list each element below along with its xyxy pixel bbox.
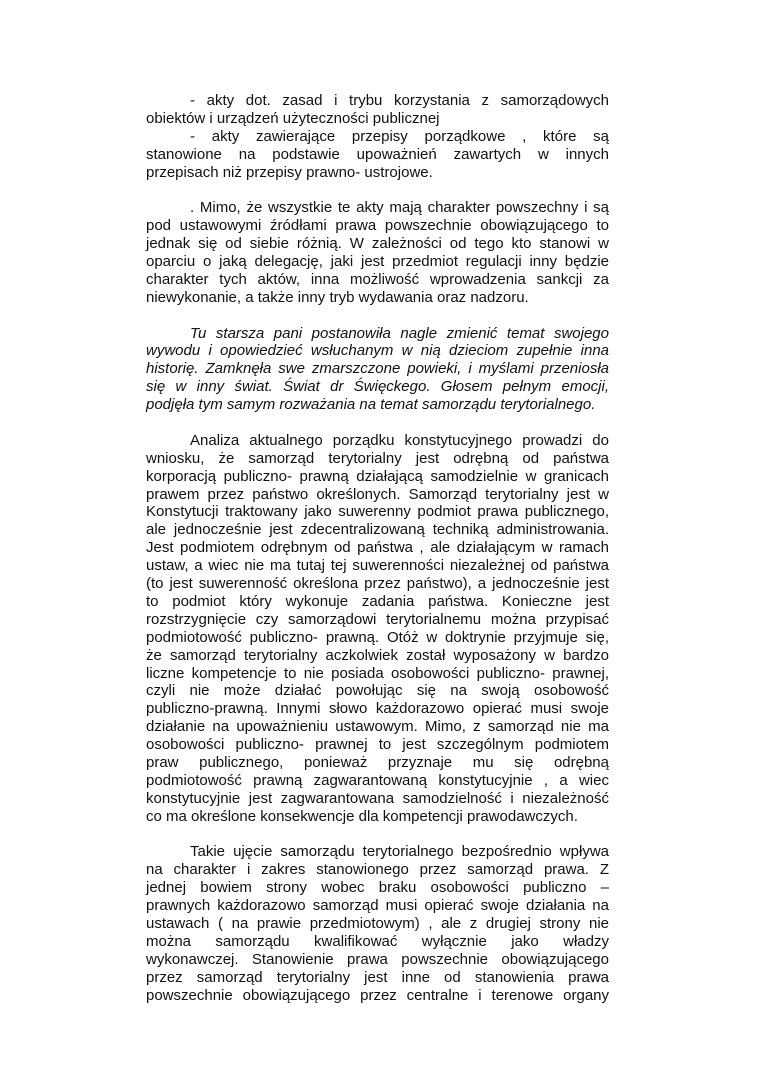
paragraph-list <box>146 92 609 181</box>
text-line: Tu starsza pani postanowiła nagle zmienić temat swojego <box>190 324 609 342</box>
text-line: korporacją publiczno- prawną działającą samodzielnie w granicach <box>146 467 609 485</box>
text-line: charakter tych aktów, inna możliwość wprowadzenia sankcji za <box>146 270 609 288</box>
text-line: ale jednocześnie jest zdecentralizowaną techniką administrowania. <box>146 521 609 539</box>
paragraph-para1 <box>146 199 609 306</box>
text-line: jednej bowiem strony wobec braku osobowości publiczno – <box>146 879 609 897</box>
paragraph-para4 <box>146 843 609 1004</box>
text-line: podmiotowość publiczno- prawną. Otóż w doktrynie przyjmuje się, <box>146 628 609 646</box>
text-line: się w inny świat. Świat dr Święckego. Głosem pełnym emocji, <box>146 378 609 396</box>
text-line: konstytucyjnie jest zagwarantowana samodzielność i niezależność <box>146 789 609 807</box>
text-line: podmiotowość prawną zagwarantowaną konstytucyjnie , a wiec <box>146 771 609 789</box>
text-line: przez samorząd terytorialny jest inne od stanowienia prawa <box>146 968 609 986</box>
text-line: wywodu i opowiedzieć wsłuchanym w nią dzieciom zupełnie inna <box>146 342 609 360</box>
text-line: Takie ujęcie samorządu terytorialnego bezpośrednio wpływa <box>190 843 609 861</box>
text-line: ustaw, a wiec nie ma tutaj tej suwerenności niezależnej od państwa <box>146 557 609 575</box>
paragraph-para2 <box>146 325 609 414</box>
text-line: wykonawczej. Stanowienie prawa powszechnie obowiązującego <box>146 950 609 968</box>
text-line: publiczno-prawną. Innymi słowo każdorazowo opierać musi swoje <box>146 700 609 718</box>
text-line: ustawach ( na prawie przedmiotowym) , ale z drugiej strony nie <box>146 914 609 932</box>
paragraph-gap <box>146 414 609 432</box>
paragraph-gap <box>146 181 609 199</box>
text-line: przepisach niż przepisy prawno- ustrojowe. <box>146 163 433 181</box>
text-line: niewykonanie, a także inny tryb wydawania oraz nadzoru. <box>146 288 529 306</box>
text-line: osobowości publiczno- prawnej to jest szczególnym podmiotem <box>146 736 609 754</box>
text-line: prawem przez państwo określonych. Samorząd terytorialny jest w <box>146 485 609 503</box>
text-line: to podmiot który wykonuje zadania państwa. Konieczne jest <box>146 592 609 610</box>
paragraph-gap <box>146 307 609 325</box>
text-line: że samorząd terytorialny aczkolwiek został wyposażony w bardzo <box>146 646 609 664</box>
text-line: - akty dot. zasad i trybu korzystania z samorządowych <box>190 92 609 109</box>
text-line: oparciu o jaką delegację, jaki jest przedmiot regulacji inny będzie <box>146 253 609 271</box>
text-line: Konstytucji traktowany jako suwerenny podmiot prawa publicznego, <box>146 503 609 521</box>
text-line: obiektów i urządzeń użyteczności publicznej <box>146 109 440 127</box>
text-line: liczne kompetencje to nie posiada osobowości publiczno- prawnej, <box>146 664 609 682</box>
text-line: historię. Zamknęła swe zmarszczone powieki, i myślami przeniosła <box>146 360 609 378</box>
text-line: powszechnie obowiązującego przez centralne i terenowe organy <box>146 986 609 1004</box>
text-line: prawnych każdorazowo samorząd musi opierać swoje działania na <box>146 897 609 915</box>
text-line: podjęła tym samym rozważania na temat samorządu terytorialnego. <box>146 396 596 414</box>
text-line: jednak się od siebie różnią. W zależności od tego kto stanowi w <box>146 235 609 253</box>
text-line: czyli nie może działać powołując się na swoją osobowość <box>146 682 609 700</box>
text-line: - akty zawierające przepisy porządkowe , które są <box>190 127 609 145</box>
text-line: Jest podmiotem odrębnym od państwa , ale działającym w ramach <box>146 539 609 557</box>
text-line: co ma określone konsekwencje dla kompetencji prawodawczych. <box>146 807 578 825</box>
text-line: pod ustawowymi źródłami prawa powszechnie obowiązującego to <box>146 217 609 235</box>
text-line: stanowione na podstawie upoważnień zawartych w innych <box>146 145 609 163</box>
paragraph-gap <box>146 826 609 844</box>
text-line: działanie na upoważnieniu ustawowym. Mimo, z samorząd nie ma <box>146 718 609 736</box>
text-line: na charakter i zakres stanowionego przez samorząd prawa. Z <box>146 861 609 879</box>
paragraph-para3 <box>146 432 609 826</box>
text-line: . Mimo, że wszystkie te akty mają charakter powszechny i są <box>190 199 609 217</box>
text-line: (to jest suwerenność określona przez państwo), a jednocześnie jest <box>146 575 609 593</box>
text-line: można samorządu kwalifikować wyłącznie jako władzy <box>146 932 609 950</box>
document-page <box>146 92 609 1004</box>
text-line: praw publicznego, ponieważ przyznaje mu się odrębną <box>146 753 609 771</box>
text-line: rozstrzygnięcie czy samorządowi terytorialnemu można przypisać <box>146 610 609 628</box>
text-line: Analiza aktualnego porządku konstytucyjnego prowadzi do <box>190 431 609 449</box>
text-line: wniosku, że samorząd terytorialny jest odrębną od państwa <box>146 449 609 467</box>
